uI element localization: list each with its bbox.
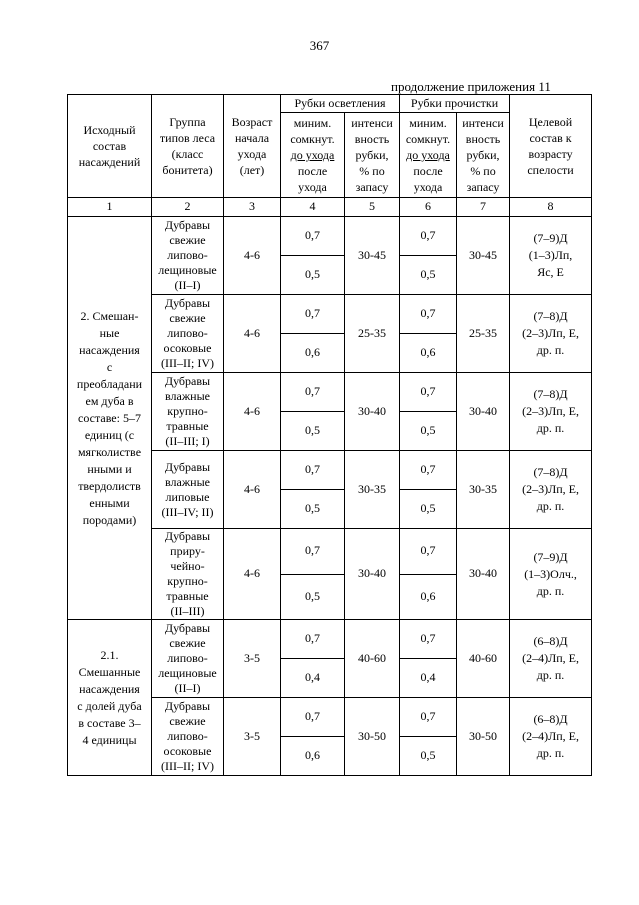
lighting-intensity: 30-45 [345,217,400,295]
text-line: породами) [82,512,137,527]
target-composition [510,698,592,776]
header-lighting-intensity [345,113,400,198]
text-line: др. п. [536,668,565,682]
text-line: чейно- [170,559,205,573]
text-line: (2–3)Лп, Е, [522,482,579,496]
text-line: состав к [529,131,572,145]
text-line: липовые [165,489,210,504]
text-line: Дубравы [164,459,211,474]
forest-type-group [152,295,224,373]
text-line: ные [99,325,120,340]
cleaning-density-before: 0,7 [400,217,457,256]
text-line: насаждения [79,681,140,696]
target-composition [510,529,592,620]
text-line: Дубравы [164,529,211,543]
header-start-age [224,95,281,198]
lighting-density-after: 0,5 [281,256,345,295]
text-line: (7–8)Д [533,465,568,479]
text-line: (2–3)Лп, Е, [522,326,579,340]
text-line: (II–III; I) [165,434,210,448]
lighting-intensity: 30-40 [345,373,400,451]
continuation-caption: продолжение приложения 11 [391,79,551,94]
header-cleaning-cuttings: Рубки прочистки [400,95,510,113]
text-line: влажные [165,389,210,403]
text-line: свежие [169,311,206,325]
text-line: (класс [171,147,204,161]
text-line: Целевой [528,115,573,129]
forest-type-group [152,373,224,451]
text-line: до ухода [290,148,335,162]
forest-type-group [152,698,224,776]
column-number-7: 7 [457,198,510,217]
cleaning-density-after: 0,5 [400,256,457,295]
target-composition [510,451,592,529]
text-line: спелости [527,163,574,177]
text-line: др. п. [536,499,565,513]
text-line: до ухода [406,148,450,162]
text-line: липово- [167,651,208,665]
text-line: лещиновые [158,263,217,277]
table-row [68,217,592,256]
text-line: % по [470,164,496,178]
text-line: липово- [167,729,208,743]
text-line: свежие [169,636,206,650]
text-line: с [106,359,113,374]
forest-type-group [152,529,224,620]
text-line: бонитета) [162,163,213,177]
lighting-density-after: 0,5 [281,574,345,620]
text-line: др. п. [536,583,565,598]
text-line: (6–8)Д [533,712,568,726]
lighting-intensity: 30-40 [345,529,400,620]
header-cleaning-intensity [457,113,510,198]
cleaning-intensity: 25-35 [457,295,510,373]
column-number-5: 5 [345,198,400,217]
text-line: лещиновые [158,666,217,680]
lighting-density-before: 0,7 [281,529,345,575]
text-line: крупно- [167,574,208,588]
target-composition [510,620,592,698]
lighting-density-before: 0,7 [281,620,345,659]
cleaning-density-before: 0,7 [400,698,457,737]
text-line: травные [166,419,209,433]
start-age: 4-6 [224,295,281,373]
text-line: (1–3)Лп, [528,248,573,262]
text-line: интенси [351,116,393,130]
header-source-composition [68,95,152,198]
target-composition [510,217,592,295]
text-line: в составе 3– [78,715,141,730]
column-number-4: 4 [281,198,345,217]
text-line: др. п. [536,421,565,435]
text-line: запасу [355,180,389,194]
text-line: нными и [87,461,132,476]
text-line: Дубравы [164,296,211,310]
cleaning-density-after: 0,6 [400,334,457,373]
text-line: с долей дуба [77,698,142,713]
lighting-density-after: 0,6 [281,737,345,776]
header-row-groups [68,95,592,113]
text-line: твердолиств [78,478,141,493]
column-number-1: 1 [68,198,152,217]
text-line: ухода [237,147,267,161]
text-line: свежие [169,714,206,728]
lighting-density-after: 0,5 [281,490,345,529]
text-line: 4 единицы [82,732,137,747]
text-line: после [297,164,328,178]
text-line: составе: 5–7 [78,410,141,425]
column-number-6: 6 [400,198,457,217]
text-line: Яс, Е [537,265,564,279]
text-line: сомкнут. [290,132,335,146]
page-number: 367 [309,38,330,53]
text-line: др. п. [536,746,565,760]
text-line: 2. Смешан- [80,308,139,323]
text-line: (III–II; IV) [161,759,214,773]
target-composition [510,295,592,373]
text-line: состав [92,139,127,153]
text-line: осоковые [163,341,212,355]
text-line: (II–III) [170,604,205,618]
text-line: насаждения [79,342,140,357]
text-line: (7–9)Д [533,549,568,564]
cleaning-intensity: 30-40 [457,373,510,451]
forest-type-group [152,620,224,698]
text-line: Смешанные [78,664,141,679]
text-line: вность [354,132,390,146]
lighting-intensity: 25-35 [345,295,400,373]
start-age: 3-5 [224,698,281,776]
text-line: рубки, [466,148,500,162]
text-line: вность [465,132,501,146]
lighting-density-before: 0,7 [281,698,345,737]
cleaning-density-after: 0,5 [400,490,457,529]
cleaning-intensity: 30-40 [457,529,510,620]
text-line: (7–9)Д [533,231,568,245]
text-line: сомкнут. [405,132,451,146]
text-line: травные [166,589,209,603]
cleaning-density-after: 0,5 [400,737,457,776]
text-line: Исходный [83,123,136,137]
text-line: (лет) [239,163,265,177]
column-number-2: 2 [152,198,224,217]
text-line: миним. [293,116,332,130]
cleaning-intensity: 30-50 [457,698,510,776]
text-line: (III–IV; II) [161,504,214,519]
text-line: (7–8)Д [533,387,568,401]
lighting-density-before: 0,7 [281,451,345,490]
column-number-row [68,198,592,217]
lighting-density-before: 0,7 [281,217,345,256]
text-line: (7–8)Д [533,309,568,323]
target-composition [510,373,592,451]
text-line: Группа [169,115,206,129]
text-line: 2.1. [100,647,119,662]
text-line: енными [89,495,130,510]
text-line: интенси [462,116,504,130]
start-age: 3-5 [224,620,281,698]
lighting-intensity: 30-35 [345,451,400,529]
text-line: Дубравы [164,699,211,713]
cleaning-intensity: 30-45 [457,217,510,295]
text-line: возрасту [528,147,573,161]
header-forest-type-group [152,95,224,198]
text-line: крупно- [167,404,208,418]
start-age: 4-6 [224,373,281,451]
text-line: (2–4)Лп, Е, [522,729,579,743]
text-line: липово- [167,326,208,340]
text-line: влажные [165,474,210,489]
text-line: (II–I) [174,278,201,292]
text-line: приру- [170,544,205,558]
text-line: преобладани [76,376,143,391]
text-line: запасу [466,180,500,194]
text-line: насаждений [78,155,141,169]
text-line: (2–4)Лп, Е, [522,651,579,665]
text-line: Дубравы [164,621,211,635]
text-line: типов леса [159,131,216,145]
start-age: 4-6 [224,217,281,295]
header-cleaning-density [400,113,457,198]
lighting-density-before: 0,7 [281,373,345,412]
cleaning-intensity: 40-60 [457,620,510,698]
start-age: 4-6 [224,529,281,620]
forest-type-group [152,451,224,529]
text-line: осоковые [163,744,212,758]
cleaning-density-before: 0,7 [400,451,457,490]
text-line: ухода [298,180,327,194]
cleaning-density-after: 0,5 [400,412,457,451]
section-composition [68,620,152,776]
cleaning-density-before: 0,7 [400,529,457,575]
text-line: (2–3)Лп, Е, [522,404,579,418]
header-target-composition [510,95,592,198]
section-composition [68,217,152,620]
text-line: миним. [409,116,447,130]
text-line: (6–8)Д [533,634,568,648]
text-line: липово- [167,248,208,262]
lighting-density-after: 0,5 [281,412,345,451]
cleaning-density-after: 0,6 [400,574,457,620]
text-line: свежие [169,233,206,247]
header-lighting-density [281,113,345,198]
lighting-density-after: 0,4 [281,659,345,698]
text-line: % по [359,164,385,178]
text-line: (III–II; IV) [161,356,214,370]
cleaning-intensity: 30-35 [457,451,510,529]
cleaning-density-before: 0,7 [400,373,457,412]
lighting-density-before: 0,7 [281,295,345,334]
forest-care-table [67,94,592,776]
text-line: Возраст [231,115,273,129]
lighting-intensity: 40-60 [345,620,400,698]
text-line: ем дуба в [85,393,134,408]
text-line: ухода [413,180,443,194]
table-row [68,620,592,659]
header-lighting-cuttings: Рубки осветления [281,95,400,113]
text-line: Дубравы [164,218,211,232]
text-line: Дубравы [164,374,211,388]
column-number-8: 8 [510,198,592,217]
forest-type-group [152,217,224,295]
text-line: мягколиствe [77,444,142,459]
text-line: начала [234,131,270,145]
text-line: после [413,164,443,178]
text-line: (1–3)Олч., [524,566,577,581]
cleaning-density-before: 0,7 [400,620,457,659]
cleaning-density-before: 0,7 [400,295,457,334]
text-line: др. п. [536,343,565,357]
start-age: 4-6 [224,451,281,529]
cleaning-density-after: 0,4 [400,659,457,698]
column-number-3: 3 [224,198,281,217]
text-line: (II–I) [174,681,201,695]
lighting-intensity: 30-50 [345,698,400,776]
lighting-density-after: 0,6 [281,334,345,373]
text-line: рубки, [355,148,389,162]
text-line: единиц (с [84,427,135,442]
